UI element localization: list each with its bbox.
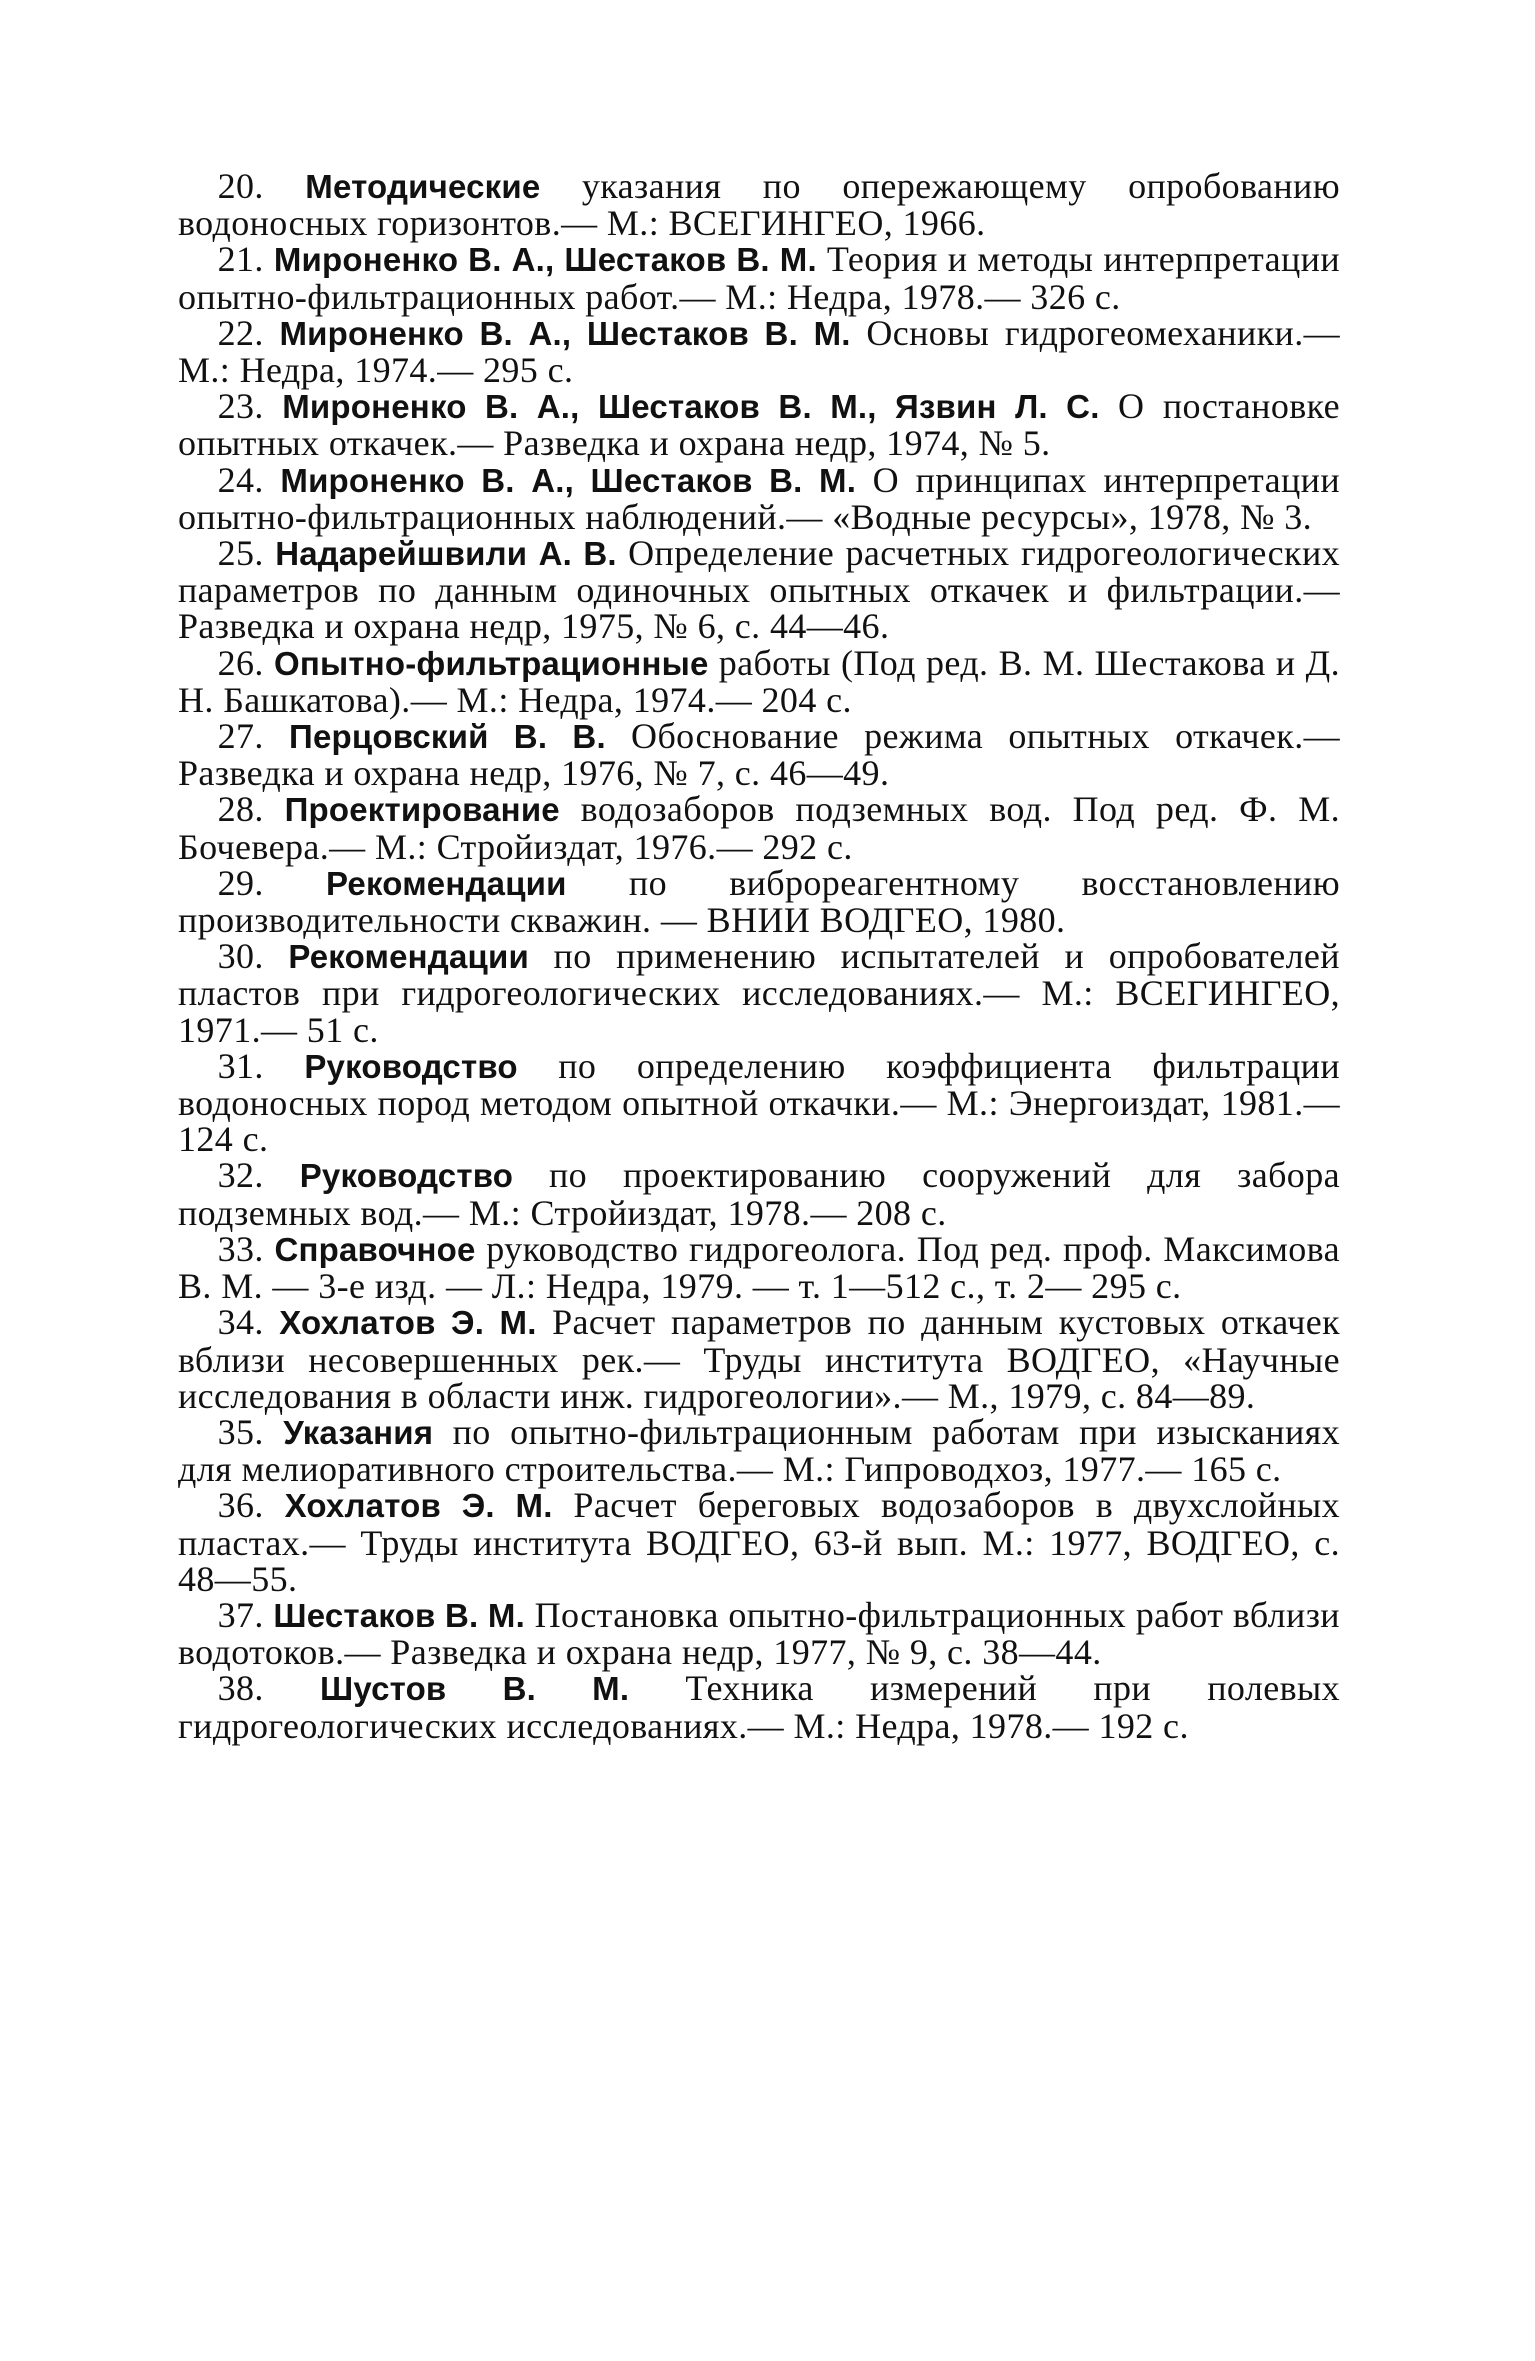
reference-author: Методические — [305, 168, 541, 205]
reference-number: 37. — [217, 1594, 264, 1635]
reference-author: Мироненко В. А., Шестаков В. М. — [273, 241, 817, 279]
reference-entry — [178, 1487, 1340, 1597]
reference-entry — [178, 938, 1340, 1048]
reference-author: Проектирование — [284, 791, 560, 829]
reference-entry — [178, 716, 1340, 794]
reference-entry — [178, 1304, 1340, 1414]
reference-list — [178, 168, 1340, 1744]
reference-entry — [178, 1668, 1340, 1746]
reference-text: Техника измерений при полевых гидрогеологических исследованиях.— М.: Недра, 1978.— 192 с. — [178, 1668, 1340, 1746]
reference-text: Расчет береговых водозаборов в двухслойных пластах.— Труды института ВОДГЕО, 63-й вып. М.: 1977, ВОДГЕО, с. 48—55. — [178, 1485, 1341, 1599]
reference-number: 35. — [217, 1411, 264, 1452]
reference-text: по виброреагентному восстановлению производительности скважин. — ВНИИ ВОДГЕО, 1980. — [178, 862, 1340, 941]
reference-number: 31. — [217, 1045, 264, 1086]
reference-entry — [178, 1594, 1340, 1673]
reference-number: 36. — [217, 1485, 264, 1526]
reference-text: по определению коэффициента фильтрации водоносных пород методом опытной откачки.— М.: Энергоиздат, 1981.— 124 с. — [178, 1045, 1340, 1160]
reference-author: Шестаков В. М. — [273, 1596, 525, 1634]
reference-number: 23. — [217, 386, 264, 427]
reference-author: Руководство — [304, 1047, 518, 1085]
reference-entry — [178, 386, 1340, 464]
reference-number: 34. — [217, 1302, 264, 1343]
reference-number: 21. — [217, 239, 264, 280]
reference-number: 22. — [217, 312, 264, 353]
reference-text: Постановка опытно-фильтрационных работ вблизи водотоков.— Разведка и охрана недр, 1977, № 9, с. 38—44. — [178, 1594, 1340, 1673]
reference-author: Надарейшвили А. В. — [275, 535, 617, 573]
reference-text: О принципах интерпретации опытно-фильтрационных наблюдений.— «Водные ресурсы», 1978, № 3. — [178, 459, 1341, 537]
reference-text: руководство гидрогеолога. Под ред. проф. Максимова В. М. — 3-е изд. — Л.: Недра, 1979. — т. 1—512 с., т. 2— 295 с. — [178, 1228, 1340, 1307]
reference-author: Перцовский В. В. — [289, 718, 606, 756]
reference-text: Определение расчетных гидрогеологических параметров по данным одиночных опытных откачек и фильтрации.— Разведка и охрана недр, 1975, № 6, с. 44—46. — [178, 533, 1341, 647]
reference-text: Расчет параметров по данным кустовых откачек вблизи несовершенных рек.— Труды института ВОДГЕО, «Научные исследования в области инж. гидрогеологии».— М., 1979, с. 84—89. — [178, 1302, 1340, 1416]
reference-entry — [178, 1228, 1340, 1307]
reference-number: 38. — [217, 1668, 264, 1709]
reference-text: по применению испытателей и опробователей пластов при гидрогеологических исследованиях.— М.: ВСЕГИНГЕО, 1971.— 51 с. — [178, 936, 1340, 1050]
reference-number: 26. — [217, 642, 264, 683]
reference-number: 33. — [217, 1228, 264, 1269]
reference-number: 30. — [217, 936, 264, 977]
reference-text: по опытно-фильтрационным работам при изысканиях для мелиоративного строительства.— М.: Гипроводхоз, 1977.— 165 с. — [178, 1411, 1340, 1490]
reference-author: Мироненко В. А., Шестаков В. М., Язвин Л. С. — [282, 388, 1100, 426]
reference-text: Обоснование режима опытных откачек.— Разведка и охрана недр, 1976, № 7, с. 46—49. — [178, 716, 1340, 794]
reference-number: 25. — [217, 533, 264, 574]
reference-text: Теория и методы интерпретации опытно-фильтрационных работ.— М.: Недра, 1978.— 326 с. — [178, 239, 1340, 317]
reference-author: Руководство — [299, 1157, 514, 1195]
reference-number: 28. — [217, 789, 264, 830]
reference-number: 32. — [217, 1155, 264, 1196]
reference-author: Мироненко В. А., Шестаков В. М. — [279, 314, 851, 352]
reference-author: Хохлатов Э. М. — [284, 1487, 553, 1525]
reference-entry — [178, 642, 1340, 720]
reference-entry — [178, 459, 1341, 537]
reference-entry — [178, 535, 1340, 645]
reference-text: О постановке опытных откачек.— Разведка и охрана недр, 1974, № 5. — [178, 386, 1340, 464]
reference-entry — [178, 239, 1340, 317]
reference-entry — [178, 1155, 1340, 1233]
reference-author: Мироненко В. А., Шестаков В. М. — [280, 461, 857, 499]
reference-entry — [178, 1411, 1340, 1490]
reference-author: Опытно-фильтрационные — [273, 644, 709, 682]
reference-number: 24. — [217, 459, 264, 500]
reference-entry — [178, 1045, 1340, 1160]
reference-entry — [178, 789, 1341, 867]
reference-number: 29. — [217, 862, 264, 903]
reference-entry — [178, 862, 1340, 941]
reference-author: Рекомендации — [288, 938, 529, 976]
reference-text: по проектированию сооружений для забора подземных вод.— М.: Стройиздат, 1978.— 208 с. — [178, 1155, 1340, 1233]
reference-author: Справочное — [274, 1230, 476, 1268]
reference-number: 27. — [217, 716, 264, 757]
reference-author: Хохлатов Э. М. — [279, 1304, 537, 1342]
reference-author: Рекомендации — [326, 864, 567, 902]
reference-author: Шустов В. М. — [320, 1670, 630, 1708]
reference-number: 20. — [217, 166, 264, 206]
reference-text: водозаборов подземных вод. Под ред. Ф. М. Бочевера.— М.: Стройиздат, 1976.— 292 с. — [178, 789, 1341, 867]
reference-text: работы (Под ред. В. М. Шестакова и Д. Н. Башкатова).— М.: Недра, 1974.— 204 с. — [178, 642, 1340, 720]
reference-entry — [178, 312, 1341, 391]
reference-text: Основы гидрогеомеханики.— М.: Недра, 1974.— 295 с. — [178, 312, 1341, 391]
reference-author: Указания — [283, 1413, 434, 1451]
reference-entry — [178, 166, 1340, 244]
reference-text: указания по опережающему опробованию водоносных горизонтов.— М.: ВСЕГИНГЕО, 1966. — [178, 166, 1340, 244]
